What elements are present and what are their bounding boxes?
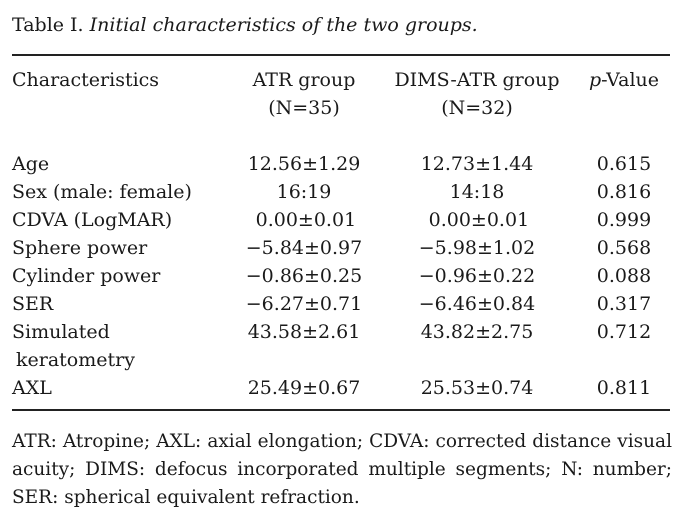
dims-atr-value: 0.00±0.01 [424,209,530,231]
atr-value: 25.49±0.67 [247,377,361,399]
row-label-text: Sex (male: female) [12,181,192,203]
header-atr-line2: (N=35) [268,97,340,119]
header-atr-group [230,66,378,122]
atr-value: −0.86±0.25 [245,265,363,287]
header-dims-line2: (N=32) [441,97,513,119]
caption-label: Table I. [12,14,84,36]
header-dims-atr-group [388,66,566,122]
p-value: 0.317 [596,293,652,315]
row-label-text: SER [12,293,54,315]
table-footnote: ATR: Atropine; AXL: axial elongation; CDVA: corrected distance visual acuity; DIMS: defocus incorporated multiple segments; N: number; SER: spherical equivalent refraction. [12,431,672,508]
row-label [12,150,49,178]
row-label-continuation: keratometry [16,349,135,371]
row-label-text: Simulated [12,321,110,343]
header-atr-line1: ATR group [252,69,356,91]
row-label-text: AXL [12,377,52,399]
dims-atr-value: 14:18 [449,181,505,203]
caption-title: Initial characteristics of the two groups. [89,14,478,36]
row-label [12,290,53,318]
row-label [12,178,192,206]
p-value: 0.712 [596,321,652,343]
dims-atr-value: −6.46±0.84 [418,293,536,315]
row-label [12,206,172,234]
row-label-text: CDVA (LogMAR) [12,209,173,231]
table-caption [12,12,478,38]
atr-value: 43.58±2.61 [247,321,361,343]
row-label-text: Sphere power [12,237,148,259]
dims-atr-value: −5.98±1.02 [418,237,536,259]
header-p-italic: p [588,69,602,91]
atr-value: 16:19 [276,181,332,203]
p-value: 0.568 [596,237,652,259]
header-dims-line1: DIMS-ATR group [394,69,560,91]
row-label-text: Age [12,153,50,175]
p-value: 0.088 [596,265,652,287]
dims-atr-value: 25.53±0.74 [420,377,534,399]
row-label [12,318,135,374]
row-label [12,374,52,402]
p-value: 0.816 [596,181,652,203]
row-label [12,234,147,262]
atr-value: −6.27±0.71 [245,293,363,315]
top-rule [12,54,670,56]
row-label [12,262,160,290]
header-characteristics [12,66,159,94]
bottom-rule [12,409,670,411]
atr-value: 12.56±1.29 [247,153,361,175]
p-value: 0.999 [596,209,652,231]
atr-value: −5.84±0.97 [245,237,363,259]
atr-value: 0.00±0.01 [251,209,357,231]
row-label-text: Cylinder power [12,265,161,287]
p-value: 0.615 [596,153,652,175]
header-p-value [578,66,670,94]
dims-atr-value: −0.96±0.22 [418,265,536,287]
dims-atr-value: 12.73±1.44 [420,153,534,175]
header-characteristics-label: Characteristics [12,69,160,91]
header-p-rest: -Value [601,69,660,91]
p-value: 0.811 [596,377,652,399]
dims-atr-value: 43.82±2.75 [420,321,534,343]
